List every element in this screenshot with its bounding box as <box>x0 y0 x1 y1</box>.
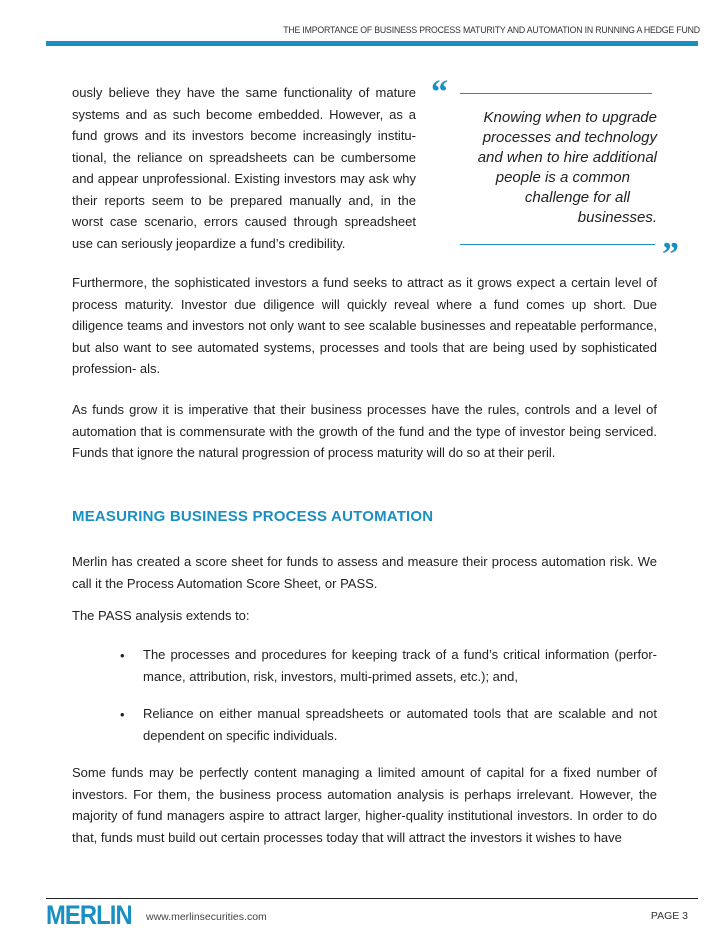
running-header: THE IMPORTANCE OF BUSINESS PROCESS MATURITY AND AUTOMATION IN RUNNING A HEDGE FUND <box>283 25 700 36</box>
bullet-icon: • <box>120 648 125 663</box>
open-quote-icon: “ <box>431 74 448 111</box>
merlin-logo: MERLIN <box>46 900 132 930</box>
page-number: PAGE 3 <box>650 910 688 922</box>
footer-url[interactable]: www.merlinsecurities.com <box>146 911 267 923</box>
quote-line: people is a common <box>495 169 630 186</box>
paragraph-6: Some funds may be perfectly content managing a limited amount of capital for a fixed number of investors. For them, the business process automation analysis is perhaps irrelevant. However, the majority of fund managers aspire to attract larger, higher-quality institutional investors. In order to do that, funds must build out certain processes today that will attract the investors it wishes to have <box>72 765 657 845</box>
quote-line: Knowing when to upgrade <box>483 109 657 126</box>
paragraph-2: Furthermore, the sophisticated investors a fund seeks to attract as it grows expect a certain level of process maturity. Investor due diligence will quickly reveal where a fund comes up short. Due diligence teams and investors not only want to see scalable businesses and repeatable performance, but also want to see automated systems, processes and tools that are being used by sophisticated profession- als. <box>72 275 657 376</box>
quote-line: challenge for all <box>524 189 630 206</box>
bullet-item: Reliance on either manual spreadsheets or automated tools that are scalable and not dependent on specific individuals. <box>143 706 657 743</box>
paragraph-5: The PASS analysis extends to: <box>72 608 250 623</box>
paragraph-4: Merlin has created a score sheet for funds to assess and measure their process automation risk. We call it the Process Automation Score Sheet, or PASS. <box>72 554 657 591</box>
quote-line: processes and technology <box>482 129 657 146</box>
paragraph-1: ously believe they have the same functionality of mature systems and as such become embedded. However, as a fund grows and its investors become increasingly institu- tional, the reliance on spreadsheets can be cumbersome and appear unprofessional. Existing investors may ask why their reports seem to be prepared manually and, in the worst case scenario, errors caused through spreadsheet use can seriously jeopardize a fund’s credibility. <box>72 85 416 251</box>
quote-line: businesses. <box>577 209 657 226</box>
bullet-item: The processes and procedures for keeping track of a fund’s critical information (perfor- mance, attribution, risk, investors, multi-primed assets, etc.); and, <box>143 647 657 684</box>
section-heading: MEASURING BUSINESS PROCESS AUTOMATION <box>72 508 434 525</box>
quote-top-rule <box>460 93 652 94</box>
footer-rule <box>46 898 698 899</box>
close-quote-icon: ” <box>662 236 679 273</box>
quote-bottom-rule <box>460 244 655 245</box>
bullet-icon: • <box>120 707 125 722</box>
header-rule <box>46 41 698 46</box>
quote-line: and when to hire additional <box>477 149 657 166</box>
paragraph-3: As funds grow it is imperative that their business processes have the rules, controls and a level of automation that is commensurate with the growth of the fund and the type of investor being serviced. Funds that ignore the natural progression of process maturity will do so at their peril. <box>72 402 657 460</box>
